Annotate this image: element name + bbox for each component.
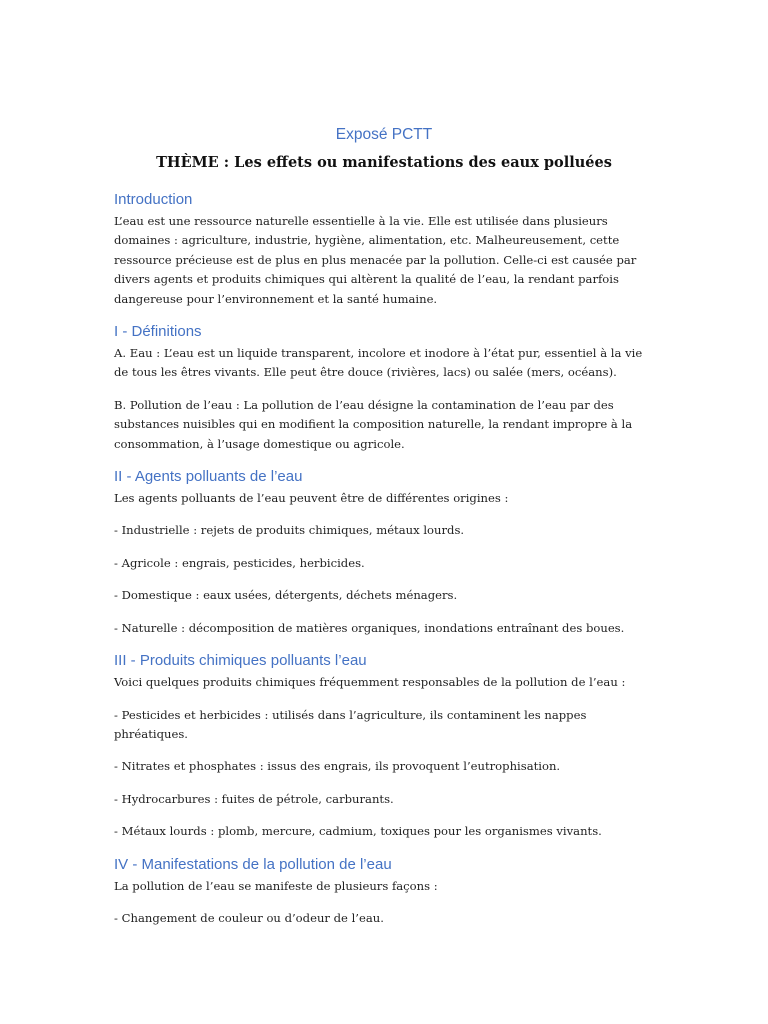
manifestations-intro: La pollution de l’eau se manifeste de plusieurs façons : xyxy=(114,878,438,893)
manifestation-item: - Changement de couleur ou d’odeur de l’eau. xyxy=(114,910,384,925)
agent-item: - Agricole : engrais, pesticides, herbicides. xyxy=(114,555,365,570)
agent-item: - Domestique : eaux usées, détergents, déchets ménagers. xyxy=(114,588,458,603)
agent-item: - Naturelle : décomposition de matières organiques, inondations entraînant des boues. xyxy=(114,620,625,635)
chemical-item: - Nitrates et phosphates : issus des engrais, ils provoquent l’eutrophisation. xyxy=(114,759,561,774)
chemical-item: - Métaux lourds : plomb, mercure, cadmium, toxiques pour les organismes vivants. xyxy=(114,824,602,839)
chemicals-intro: Voici quelques produits chimiques fréquemment responsables de la pollution de l’eau : xyxy=(114,675,626,690)
document-body xyxy=(114,124,654,941)
document-title: Exposé PCTT xyxy=(335,126,433,143)
chemical-item: - Pesticides et herbicides : utilisés dans l’agriculture, ils contaminent les nappes phréatiques. xyxy=(114,707,587,741)
section-heading-manifestations: IV - Manifestations de la pollution de l’eau xyxy=(114,855,392,873)
section-heading-chemicals: III - Produits chimiques polluants l’eau xyxy=(114,652,367,670)
introduction-paragraph: L’eau est une ressource naturelle essentielle à la vie. Elle est utilisée dans plusieurs domaines : agriculture, industrie, hygiène, alimentation, etc. Malheureusement, cette ressource précieuse est de plus en plus menacée par la pollution. Celle-ci est causée par divers agents et produits chimiques qui altèrent la qualité de l’eau, la rendant parfois dangereuse pour l’environnement et la santé humaine. xyxy=(114,214,637,306)
section-heading-definitions: I - Définitions xyxy=(114,323,202,341)
agents-intro: Les agents polluants de l’eau peuvent être de différentes origines : xyxy=(114,491,509,506)
definition-water: A. Eau : L’eau est un liquide transparent, incolore et inodore à l’état pur, essentiel à la vie de tous les êtres vivants. Elle peut être douce (rivières, lacs) ou salée (mers, océans). xyxy=(114,346,643,380)
section-heading-introduction: Introduction xyxy=(114,191,193,208)
agent-item: - Industrielle : rejets de produits chimiques, métaux lourds. xyxy=(114,523,465,538)
chemical-item: - Hydrocarbures : fuites de pétrole, carburants. xyxy=(114,791,394,806)
section-heading-agents: II - Agents polluants de l’eau xyxy=(114,468,303,486)
document-theme: THÈME : Les effets ou manifestations des eaux polluées xyxy=(156,154,612,171)
definition-pollution: B. Pollution de l’eau : La pollution de l’eau désigne la contamination de l’eau par des substances nuisibles qui en modifient la composition naturelle, la rendant impropre à la consommation, à l’usage domestique ou agricole. xyxy=(114,397,633,451)
